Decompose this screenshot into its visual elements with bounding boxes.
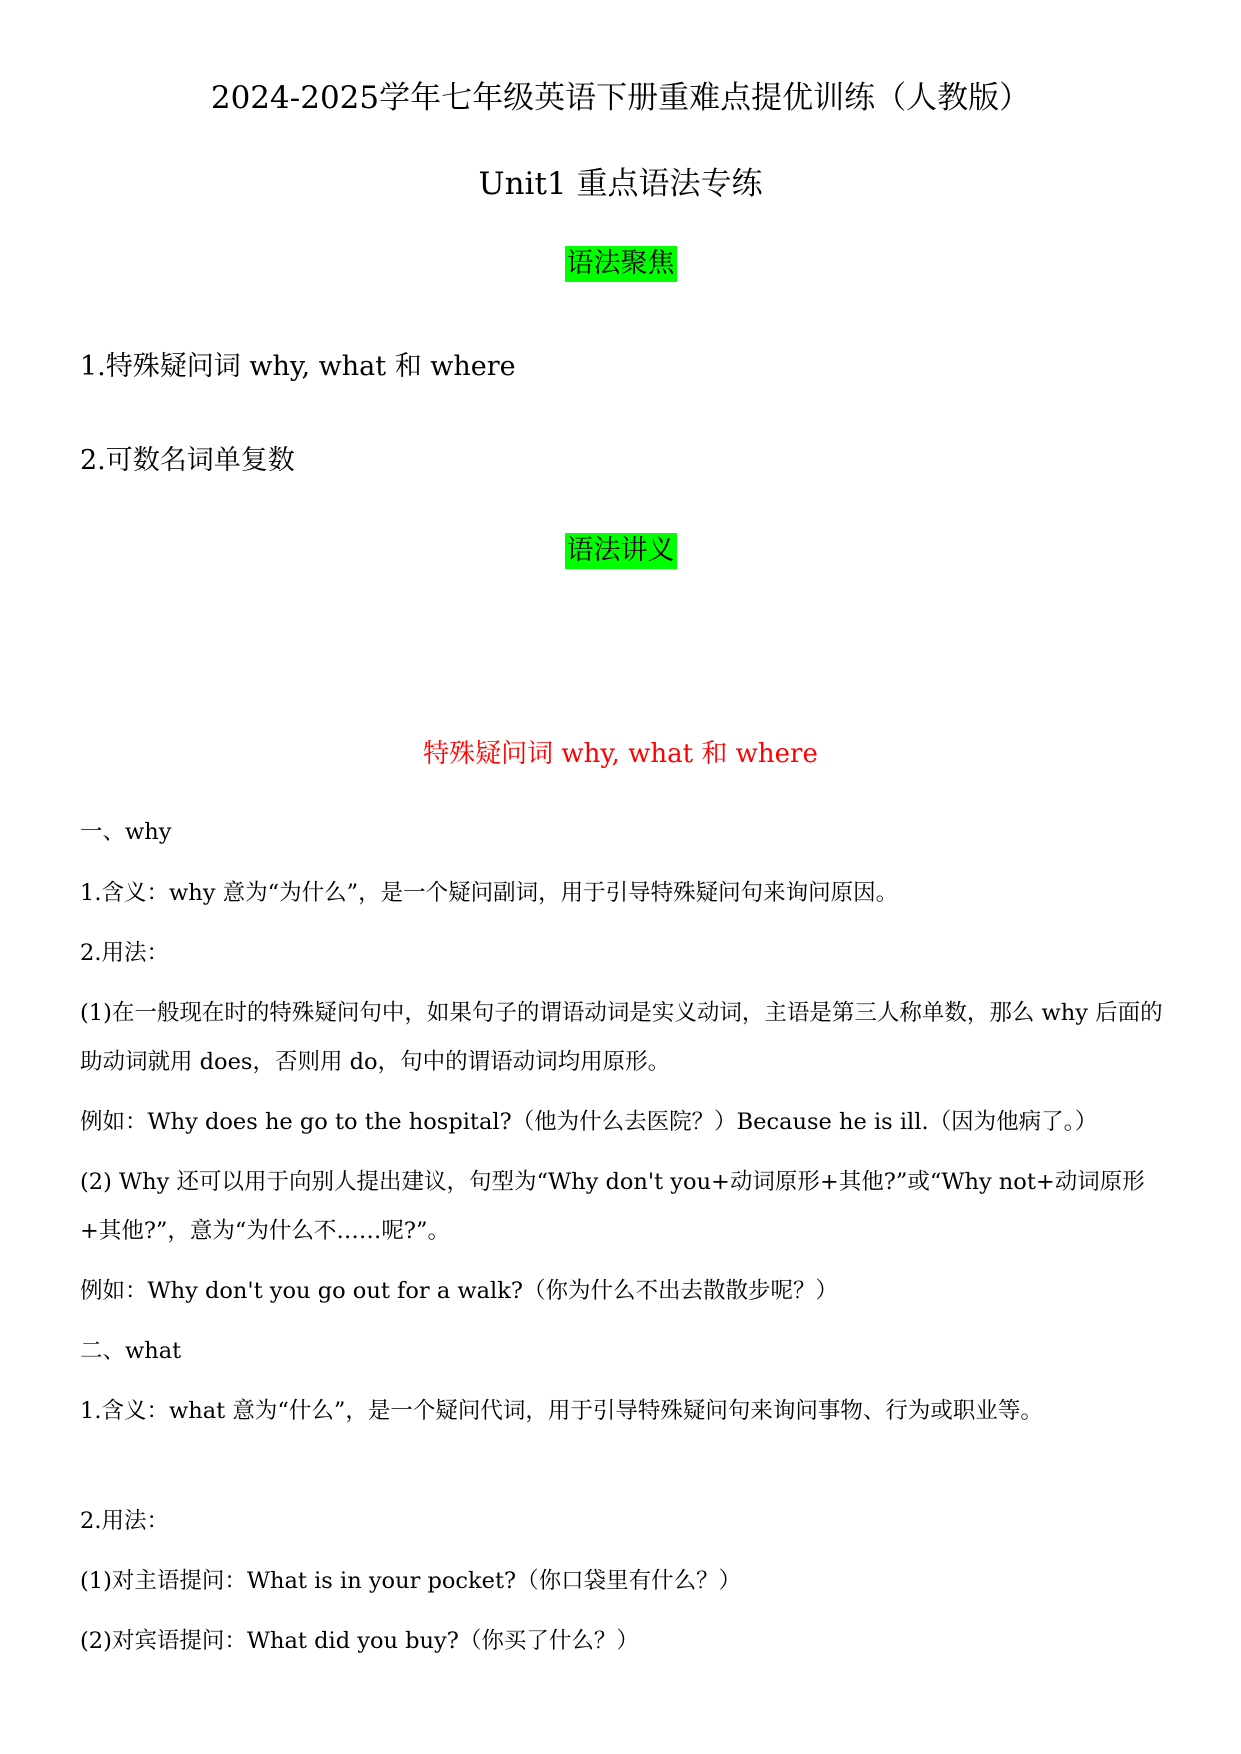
what-usage-label: 2.用法： — [80, 1508, 169, 1534]
why-example-1: 例如：Why does he go to the hospital?（他为什么去医院？）Because he is ill.（因为他病了。） — [80, 1109, 1098, 1135]
what-heading: 二、what — [80, 1338, 182, 1364]
topic-title: 特殊疑问词 why, what 和 where — [423, 739, 818, 769]
why-rule-2: (2) Why 还可以用于向别人提出建议，句型为“Why don't you+动词原形+其他?”或“Why not+动词原形+其他?”，意为“为什么不……呢?”。 — [80, 1169, 1145, 1244]
why-meaning: 1.含义：why 意为“为什么”，是一个疑问副词，用于引导特殊疑问句来询问原因。 — [80, 880, 899, 906]
why-usage-label: 2.用法： — [80, 940, 169, 966]
focus-heading-wrap — [0, 246, 1241, 282]
document-subtitle: Unit1 重点语法专练 — [478, 166, 763, 202]
what-rule-1: (1)对主语提问：What is in your pocket?（你口袋里有什么？） — [80, 1568, 742, 1594]
why-rule-1: (1)在一般现在时的特殊疑问句中，如果句子的谓语动词是实义动词，主语是第三人称单数，那么 why 后面的助动词就用 does，否则用 do，句中的谓语动词均用原形。 — [80, 1000, 1163, 1075]
why-example-2: 例如：Why don't you go out for a walk?（你为什么不出去散散步呢？） — [80, 1278, 838, 1304]
document-title: 2024-2025学年七年级英语下册重难点提优训练（人教版） — [210, 80, 1031, 116]
what-meaning: 1.含义：what 意为“什么”，是一个疑问代词，用于引导特殊疑问句来询问事物、行为或职业等。 — [80, 1398, 1043, 1424]
lecture-heading-wrap — [0, 533, 1241, 569]
why-heading: 一、why — [80, 819, 172, 845]
focus-item-1: 1.特殊疑问词 why, what 和 where — [80, 351, 516, 382]
focus-heading: 语法聚焦 — [565, 246, 677, 282]
what-rule-2: (2)对宾语提问：What did you buy?（你买了什么？） — [80, 1628, 639, 1654]
focus-item-2: 2.可数名词单复数 — [80, 445, 295, 476]
lecture-heading: 语法讲义 — [565, 533, 677, 569]
